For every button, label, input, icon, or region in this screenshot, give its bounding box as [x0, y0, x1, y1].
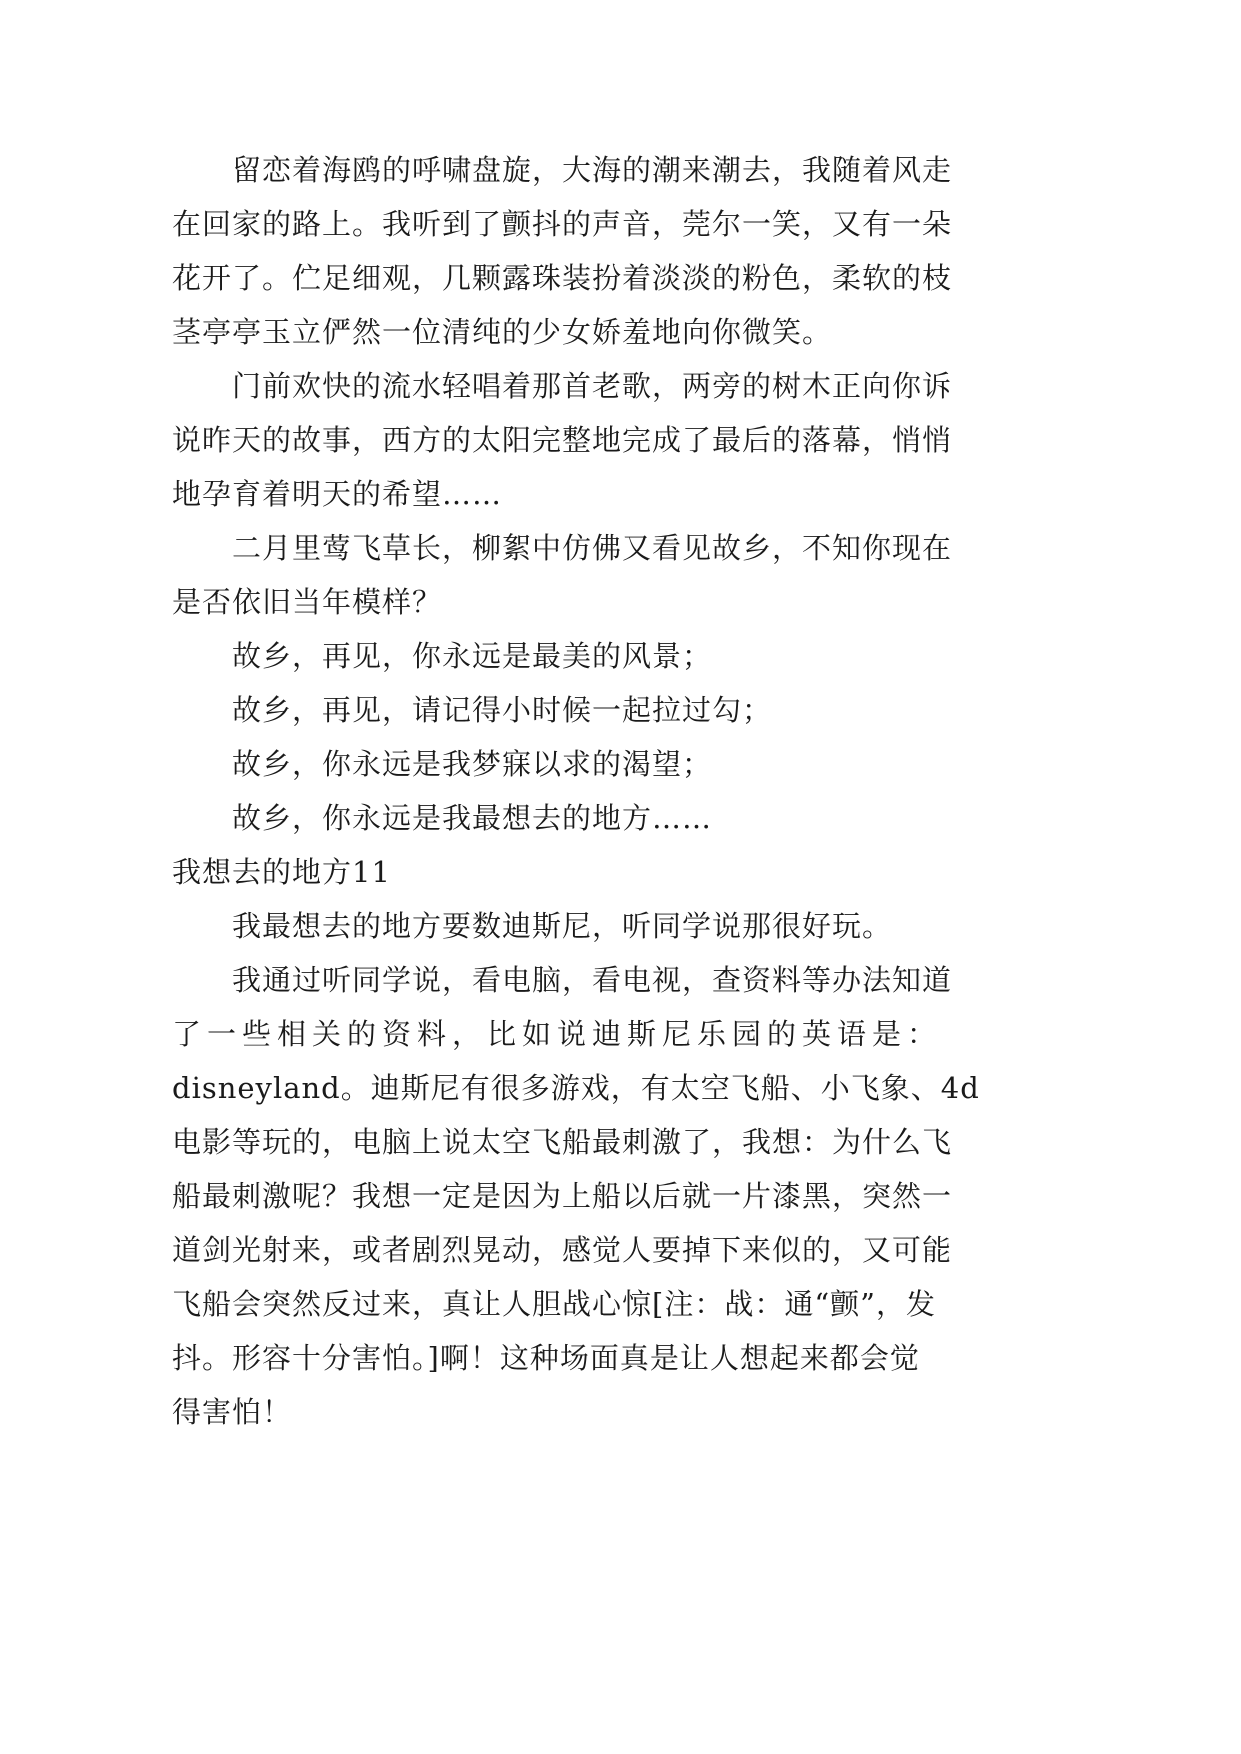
paragraph-line: 地孕育着明天的希望…… [172, 477, 503, 511]
paragraph-line: 门前欢快的流水轻唱着那首老歌，两旁的树木正向你诉 [232, 369, 953, 403]
paragraph-line: 我最想去的地方要数迪斯尼，听同学说那很好玩。 [232, 909, 893, 943]
paragraph-line: 飞船会突然反过来，真让人胆战心惊[注：战：通“颤”，发 [172, 1287, 936, 1321]
paragraph-line: 说昨天的故事，西方的太阳完整地完成了最后的落幕，悄悄 [172, 423, 953, 457]
paragraph-line: 故乡，你永远是我梦寐以求的渴望； [232, 747, 713, 781]
paragraph-line: 道剑光射来，或者剧烈晃动，感觉人要掉下来似的，又可能 [172, 1233, 953, 1267]
paragraph-line: 故乡，你永远是我最想去的地方…… [232, 801, 713, 835]
paragraph-line: 电影等玩的，电脑上说太空飞船最刺激了，我想：为什么飞 [172, 1125, 953, 1159]
section-title: 我想去的地方11 [172, 855, 391, 889]
paragraph-line: 我通过听同学说，看电脑，看电视，查资料等办法知道 [232, 963, 953, 997]
paragraph-line: 花开了。伫足细观，几颗露珠装扮着淡淡的粉色，柔软的枝 [172, 261, 953, 295]
paragraph-line: 是否依旧当年模样？ [172, 585, 443, 619]
paragraph-line: 得害怕！ [172, 1395, 293, 1429]
paragraph-line: 故乡，再见，你永远是最美的风景； [232, 639, 713, 673]
paragraph-line: 了一些相关的资料，比如说迪斯尼乐园的英语是： [172, 1017, 943, 1051]
paragraph-line: 二月里莺飞草长，柳絮中仿佛又看见故乡，不知你现在 [232, 531, 953, 565]
paragraph-line: 抖。形容十分害怕。]啊！这种场面真是让人想起来都会觉 [172, 1341, 920, 1375]
paragraph-line: 船最刺激呢？我想一定是因为上船以后就一片漆黑，突然一 [172, 1179, 953, 1213]
paragraph-line: disneyland。迪斯尼有很多游戏，有太空飞船、小飞象、4d [172, 1071, 980, 1105]
paragraph-line: 留恋着海鸥的呼啸盘旋，大海的潮来潮去，我随着风走 [232, 153, 953, 187]
paragraph-line: 茎亭亭玉立俨然一位清纯的少女娇羞地向你微笑。 [172, 315, 833, 349]
paragraph-line: 故乡，再见，请记得小时候一起拉过勾； [232, 693, 773, 727]
paragraph-line: 在回家的路上。我听到了颤抖的声音，莞尔一笑，又有一朵 [172, 207, 953, 241]
